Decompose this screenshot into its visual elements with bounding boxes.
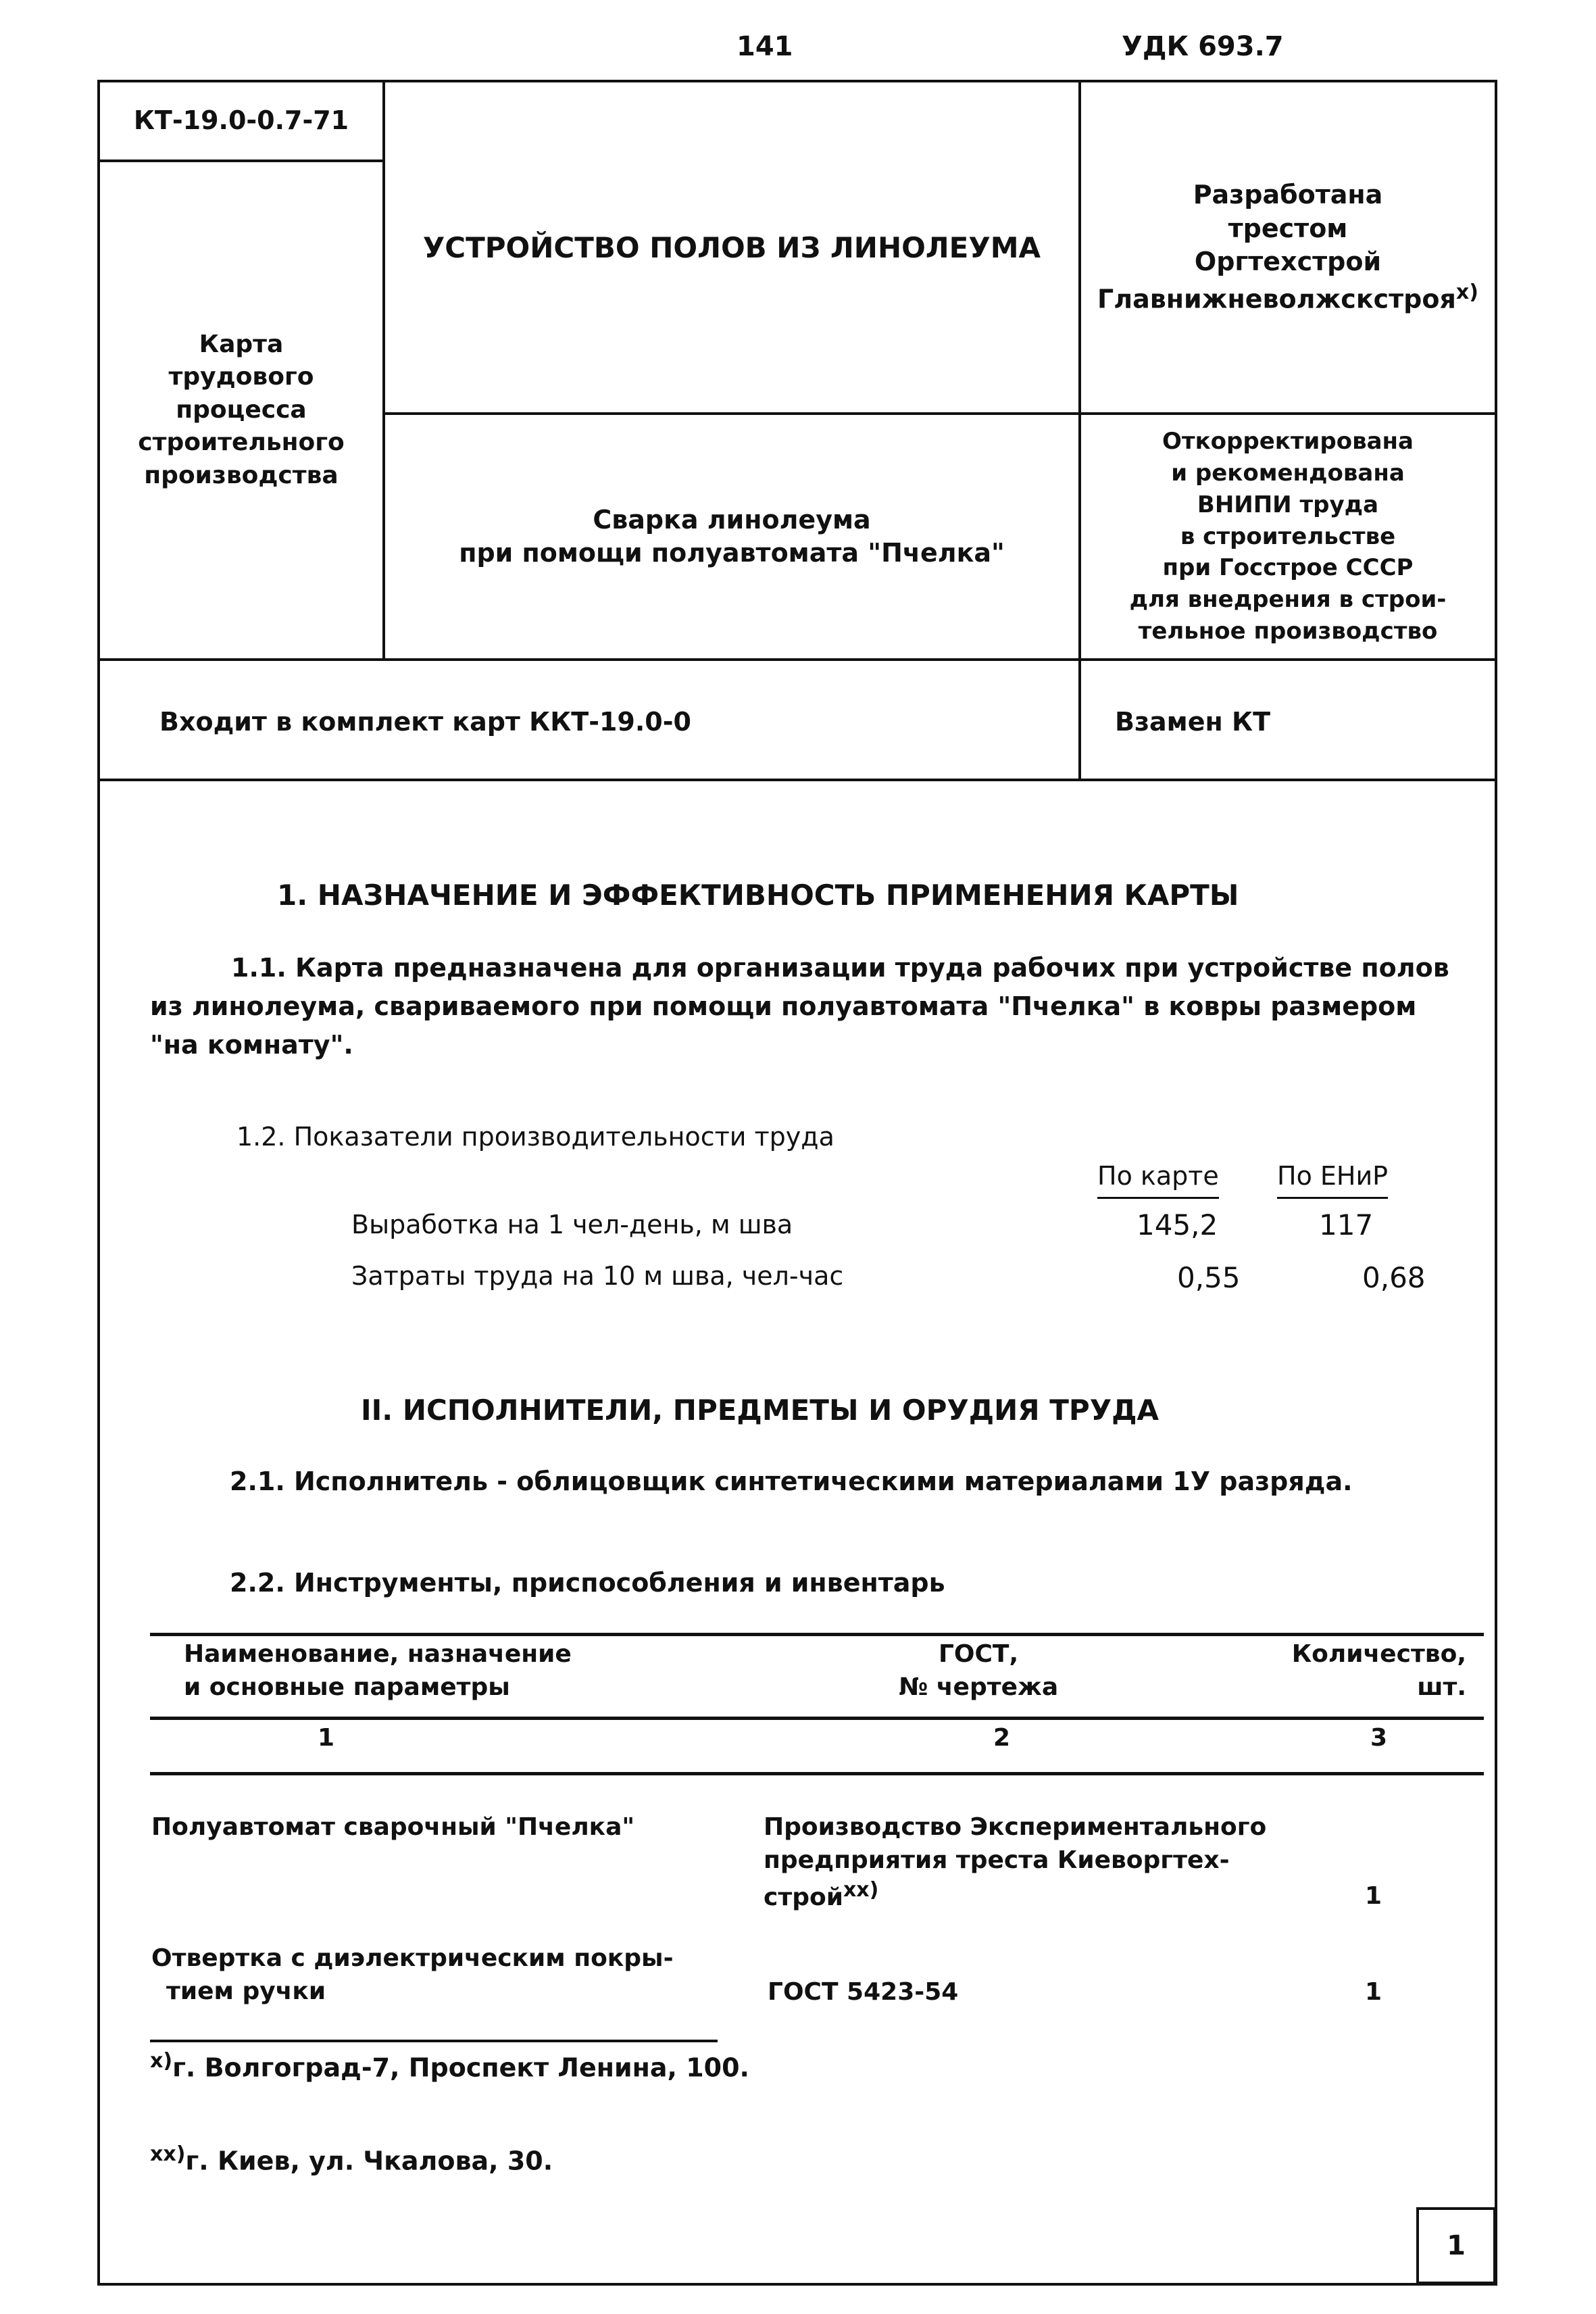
section2-title: II. ИСПОЛНИТЕЛИ, ПРЕДМЕТЫ И ОРУДИЯ ТРУДА	[361, 1394, 1159, 1427]
indicator-label: Затраты труда на 10 м шва, чел-час	[351, 1261, 844, 1291]
indicator-enir-value: 0,68	[1362, 1261, 1426, 1294]
udk-code: УДК 693.7	[1122, 31, 1284, 62]
table-col-number: 2	[993, 1724, 1011, 1752]
developed-by: Разработана трестом Оргтехстрой Главнижневолжскстроя$^{х)}$	[1097, 180, 1478, 314]
sheet-number: 1	[1447, 2230, 1466, 2261]
table-header-name: Наименование, назначение и основные параметры	[184, 1640, 572, 1701]
header-row-bottom	[97, 658, 1497, 661]
tool-quantity: 1	[1365, 1978, 1382, 2006]
kit-row-bottom	[97, 779, 1497, 781]
tool-gost: Производство Экспериментального предприятия треста Киеворгтех- строй$^{хх)}$	[764, 1813, 1267, 1912]
section1-paragraph-2: 1.2. Показатели производительности труда	[236, 1122, 834, 1152]
table-header-gost: ГОСТ, № чертежа	[899, 1640, 1059, 1701]
col-header-enir: По ЕНиР	[1277, 1157, 1388, 1199]
kit-info: Входит в комплект карт ККТ-19.0-0	[159, 707, 691, 737]
replaces-info: Взамен КТ	[1115, 707, 1270, 737]
footnote: $^{хх)}$г. Киев, ул. Чкалова, 30.	[150, 2142, 553, 2176]
footnote-rule	[150, 2040, 718, 2042]
footnote-mark-x: х)	[1455, 280, 1478, 304]
document-title: УСТРОЙСТВО ПОЛОВ ИЗ ЛИНОЛЕУМА	[422, 230, 1041, 264]
col-header-card: По карте	[1097, 1157, 1219, 1199]
indicator-card-value: 0,55	[1177, 1261, 1241, 1294]
sheet-number-box	[1416, 2207, 1496, 2284]
page-number: 141	[737, 31, 793, 62]
indicator-card-value: 145,2	[1137, 1208, 1218, 1241]
table-row	[151, 1942, 674, 2008]
tool-name: Отвертка с диэлектрическим покры-	[151, 1944, 674, 1972]
card-code: КТ-19.0-0.7-71	[133, 105, 349, 136]
section1-paragraph-1: 1.1. Карта предназначена для организации труда рабочих при устройстве полов из линолеума, свариваемого при помощи полуавтомата "Пчелка" в ковры размером "на комнату".	[150, 953, 1449, 1060]
tool-gost: ГОСТ 5423-54	[768, 1978, 959, 2006]
table-row	[151, 1811, 634, 1844]
table-top-rule	[150, 1633, 1484, 1636]
table-numbers-rule	[150, 1772, 1484, 1775]
footnote-mark-xx: хх)	[843, 1878, 879, 1902]
footnote: $^{х)}$г. Волгоград-7, Проспект Ленина, 100.	[150, 2049, 749, 2083]
table-header-rule	[150, 1717, 1484, 1720]
document-subtitle: Сварка линолеума при помощи полуавтомата "Пчелка"	[459, 504, 1005, 568]
corrected-by: Откорректирована и рекомендована ВНИПИ труда в строительстве при Госстрое СССР для внедрения в строи- тельное производство	[1129, 427, 1447, 645]
tool-quantity: 1	[1365, 1882, 1382, 1910]
card-type: Карта трудового процесса строительного производства	[138, 330, 345, 489]
tool-name: тием ручки	[166, 1977, 326, 2005]
table-header-qty: Количество, шт.	[1291, 1640, 1466, 1701]
indicator-enir-value: 117	[1319, 1208, 1374, 1241]
section2-paragraph-2: 2.2. Инструменты, приспособления и инвентарь	[230, 1568, 945, 1598]
indicator-label: Выработка на 1 чел-день, м шва	[351, 1210, 793, 1239]
table-col-number: 3	[1370, 1724, 1388, 1752]
section1-title: 1. НАЗНАЧЕНИЕ И ЭФФЕКТИВНОСТЬ ПРИМЕНЕНИЯ КАРТЫ	[277, 879, 1239, 912]
section2-paragraph-1: 2.1. Исполнитель - облицовщик синтетическими материалами 1У разряда.	[230, 1467, 1353, 1496]
tool-name: Полуавтомат сварочный "Пчелка"	[151, 1813, 635, 1841]
table-col-number: 1	[318, 1724, 335, 1752]
